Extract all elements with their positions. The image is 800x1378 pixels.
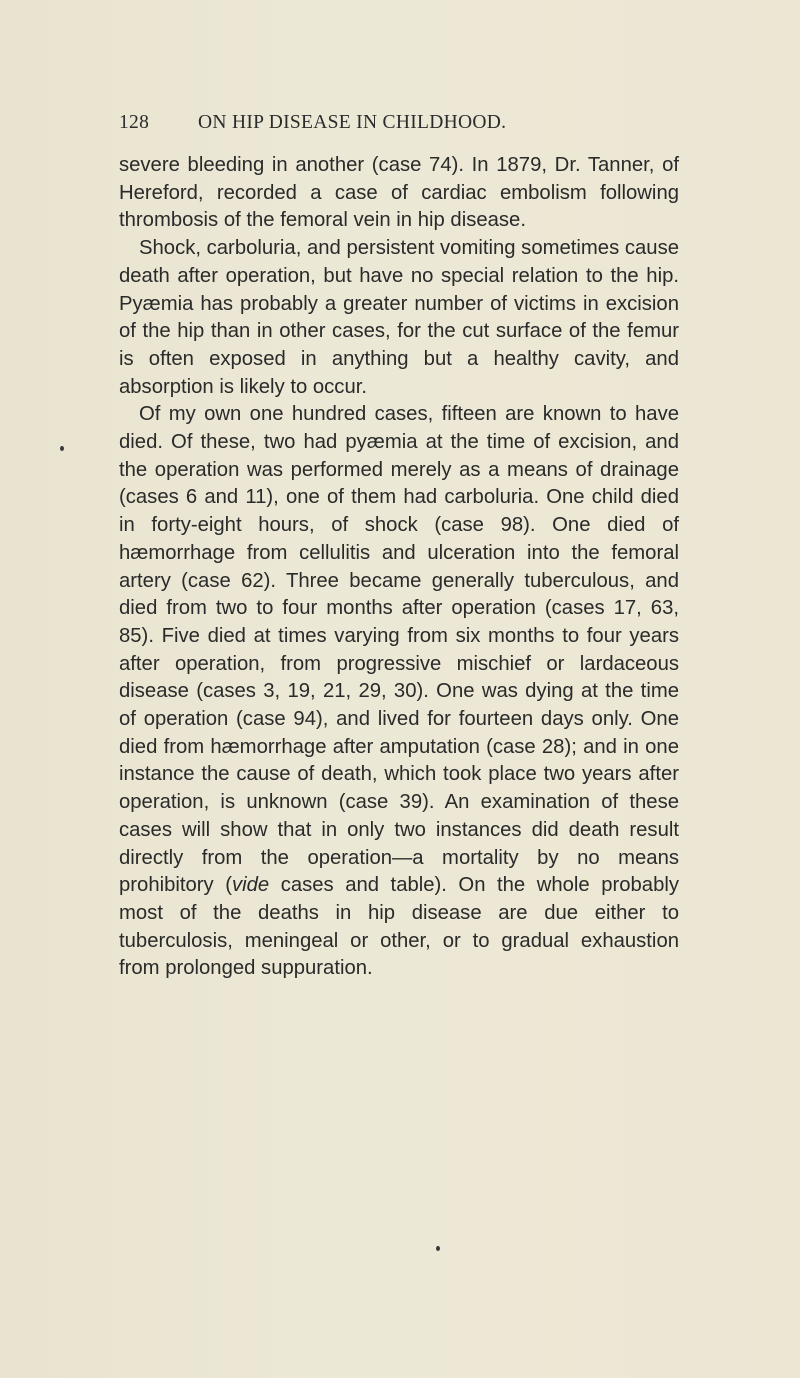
running-title: ON HIP DISEASE IN CHILDHOOD.: [198, 112, 507, 133]
paragraph-1: severe bleeding in another (case 74). In 1879, Dr. Tanner, of Hereford, recorded a case of cardiac embolism following thrombosis of the femoral vein in hip disease.: [119, 154, 679, 232]
vide-italic: vide: [231, 874, 270, 897]
margin-speck: [60, 446, 64, 451]
running-head: [119, 112, 675, 144]
vide-open-paren: (: [225, 874, 232, 897]
body-text: [119, 152, 679, 983]
page-number: 128: [119, 112, 150, 133]
paragraph-3-text: Of my own one hundred cases, fifteen are known to have died. Of these, two had pyæmia at the time of excision, and the operation was performed merely as a means of drainage (cases 6 and 11), one of them had carboluria. One child died in forty-eight hours, of shock (case 98). One died of hæmorrhage from cellulitis and ulceration into the femoral artery (case 62). Three became generally tuberculous, and died from two to four months after operation (cases 17, 63, 85). Five died at times varying from six months to four years after operation, from progressive mischief or lardaceous disease (cases 3, 19, 21, 29, 30). One was dying at the time of operation (case 94), and lived for fourteen days only. One died from hæmorrhage after amputation (case 28); and in one instance the cause of death, which took place two years after operation, is unknown (case 39). An examination of these cases will show that in only two instances did death result directly from the operation—a mortality by no means prohibitory: [119, 403, 679, 897]
bottom-speck: [436, 1246, 440, 1251]
paragraph-3-continuation: cases and table). On the whole probably most of the deaths in hip disease are due either to tuberculosis, meningeal or other, or to gradual exhaustion from prolonged suppuration.: [119, 874, 679, 980]
paragraph-3: [119, 401, 679, 983]
paragraph-2: Shock, carboluria, and persistent vomiting sometimes cause death after operation, but have no special relation to the hip. Pyæmia has probably a greater number of victims in excision of the hip than in other cases, for the cut surface of the femur is often exposed in anything but a healthy cavity, and absorption is likely to occur.: [119, 237, 679, 398]
